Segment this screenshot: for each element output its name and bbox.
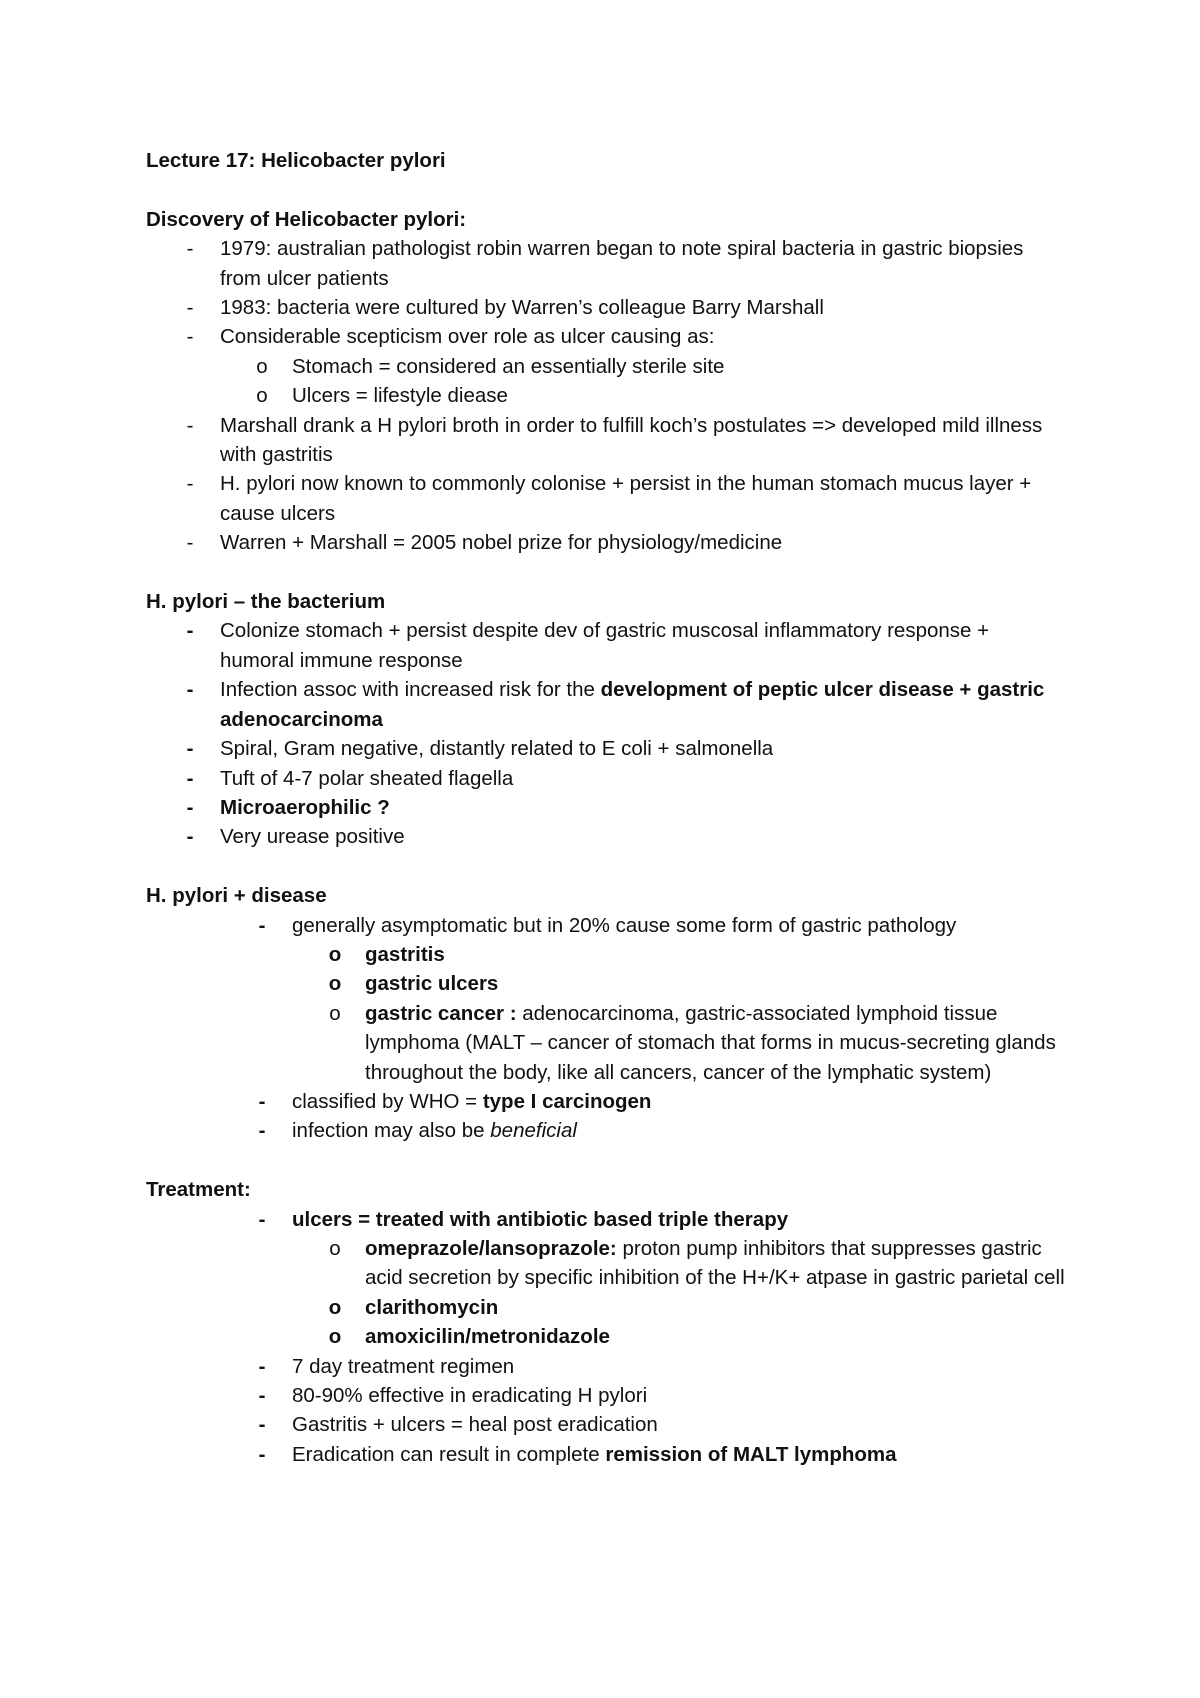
list-item-text: Microaerophilic ? <box>220 795 390 819</box>
bullet-dash: - <box>258 1413 266 1437</box>
list-item <box>146 1087 1066 1116</box>
sub-list-item <box>146 1234 1066 1293</box>
list-item-text: infection may also be <box>292 1119 491 1143</box>
bullet-circle: o <box>256 354 268 378</box>
bullet-dash: - <box>186 325 194 349</box>
bullet-dash: - <box>186 795 194 819</box>
list-item-text: proton pump inhibitors that suppresses gastric acid secretion by specific inhibition of the H+/K+ atpase in gastric parietal cell <box>365 1236 1065 1290</box>
spacer <box>146 852 1066 881</box>
list-item-text: generally asymptomatic but in 20% cause some form of gastric pathology <box>292 913 957 937</box>
list-item <box>146 411 1066 470</box>
sub-list-item <box>146 381 1066 410</box>
list-item <box>146 734 1066 763</box>
page-title: Lecture 17: Helicobacter pylori <box>146 149 446 172</box>
list-item-text: Warren + Marshall = 2005 nobel prize for physiology/medicine <box>220 531 783 555</box>
list-item <box>146 528 1066 557</box>
spacer <box>146 558 1066 587</box>
bullet-dash: - <box>186 472 194 496</box>
bullet-dash: - <box>186 413 194 437</box>
list-item <box>146 675 1066 734</box>
emphasis-text: remission of MALT lymphoma <box>605 1442 897 1466</box>
bullet-dash: - <box>186 678 194 702</box>
list-item <box>146 1352 1066 1381</box>
bullet-dash: - <box>186 737 194 761</box>
list-item-text: gastric ulcers <box>365 972 499 996</box>
emphasis-text: type I carcinogen <box>482 1089 652 1113</box>
bullet-dash: - <box>258 1119 266 1143</box>
sub-list-item <box>146 1322 1066 1351</box>
list-item-text: Eradication can result in complete <box>292 1442 606 1466</box>
section-bacterium <box>146 587 1066 852</box>
bullet-dash: - <box>258 913 266 937</box>
emphasis-text: gastric cancer : <box>365 1001 517 1025</box>
bullet-circle: o <box>328 1325 342 1349</box>
list-item-text: clarithomycin <box>365 1295 499 1319</box>
bullet-circle: o <box>328 942 342 966</box>
list-item-text: Infection assoc with increased risk for the <box>220 678 601 702</box>
list-item-text: amoxicilin/metronidazole <box>365 1325 610 1349</box>
bullet-dash: - <box>186 766 194 790</box>
list-item-text: classified by WHO = <box>292 1089 483 1113</box>
bullet-circle: o <box>329 1001 341 1025</box>
section-discovery <box>146 205 1066 558</box>
bullet-dash: - <box>186 825 194 849</box>
section-disease <box>146 881 1066 1146</box>
bullet-circle: o <box>328 1295 342 1319</box>
list-item-text: Stomach = considered an essentially sterile site <box>292 354 725 378</box>
bullet-circle: o <box>329 1236 341 1260</box>
bullet-dash: - <box>258 1089 266 1113</box>
list-item-text: Tuft of 4-7 polar sheated flagella <box>220 766 514 790</box>
sub-list-item <box>146 969 1066 998</box>
list-item <box>146 616 1066 675</box>
bullet-dash: - <box>186 237 194 261</box>
bullet-dash: - <box>258 1442 266 1466</box>
list-item <box>146 911 1066 940</box>
list-item-text: Colonize stomach + persist despite dev of gastric muscosal inflammatory response + humoral immune response <box>220 619 990 672</box>
list-item-text: Spiral, Gram negative, distantly related to E coli + salmonella <box>220 737 774 761</box>
list-item <box>146 764 1066 793</box>
list-item-text: ulcers = treated with antibiotic based triple therapy <box>292 1207 789 1231</box>
list-item-text: 7 day treatment regimen <box>292 1354 515 1378</box>
sub-list-item <box>146 1293 1066 1322</box>
list-item <box>146 822 1066 851</box>
italic-text: beneficial <box>490 1119 577 1143</box>
bullet-dash: - <box>258 1384 266 1407</box>
section-heading: Treatment: <box>146 1178 251 1202</box>
spacer <box>146 175 1066 204</box>
list-item-text: 1979: australian pathologist robin warren began to note spiral bacteria in gastric biopsies from ulcer patients <box>220 237 1024 290</box>
spacer <box>146 1146 1066 1175</box>
list-item-text: Marshall drank a H pylori broth in order to fulfill koch’s postulates => developed mild illness with gastritis <box>220 413 1043 467</box>
bullet-circle: o <box>256 384 268 408</box>
section-treatment <box>146 1175 1066 1469</box>
list-item-text: gastritis <box>365 942 445 966</box>
section-heading: H. pylori + disease <box>146 884 327 908</box>
list-item-text: Considerable scepticism over role as ulcer causing as: <box>220 325 715 349</box>
sub-list-item <box>146 352 1066 381</box>
emphasis-text: development of peptic ulcer disease + gastric adenocarcinoma <box>220 678 1045 731</box>
list-item <box>146 1116 1066 1145</box>
list-item-text: adenocarcinoma, gastric-associated lymphoid tissue lymphoma (MALT – cancer of stomach that forms in mucus-secreting glands throughout the body, like all cancers, cancer of the lymphatic system) <box>365 1001 1056 1084</box>
list-item-text: 80-90% effective in eradicating H pylori <box>292 1384 648 1407</box>
emphasis-text: omeprazole/lansoprazole: <box>365 1236 617 1260</box>
list-item <box>146 1205 1066 1234</box>
bullet-circle: o <box>328 972 342 996</box>
section-heading: Discovery of Helicobacter pylori: <box>146 207 467 231</box>
list-item-text: Ulcers = lifestyle diease <box>292 384 508 408</box>
section-heading: H. pylori – the bacterium <box>146 590 386 614</box>
bullet-dash: - <box>186 296 194 320</box>
list-item <box>146 1410 1066 1439</box>
list-item-text: Very urease positive <box>220 825 405 849</box>
list-item-text: 1983: bacteria were cultured by Warren’s colleague Barry Marshall <box>220 296 824 320</box>
bullet-dash: - <box>258 1207 266 1231</box>
list-item <box>146 234 1066 293</box>
list-item <box>146 469 1066 528</box>
list-item-text: Gastritis + ulcers = heal post eradication <box>292 1413 658 1437</box>
bullet-dash: - <box>186 531 194 555</box>
document-body <box>146 146 1066 1469</box>
list-item-text: H. pylori now known to commonly colonise + persist in the human stomach mucus layer + cause ulcers <box>220 472 1032 525</box>
bullet-dash: - <box>258 1354 266 1378</box>
list-item <box>146 293 1066 322</box>
list-item <box>146 322 1066 351</box>
list-item <box>146 1440 1066 1469</box>
bullet-dash: - <box>186 619 194 643</box>
sub-list-item <box>146 999 1066 1087</box>
list-item <box>146 793 1066 822</box>
list-item <box>146 1381 1066 1410</box>
sub-list-item <box>146 940 1066 969</box>
